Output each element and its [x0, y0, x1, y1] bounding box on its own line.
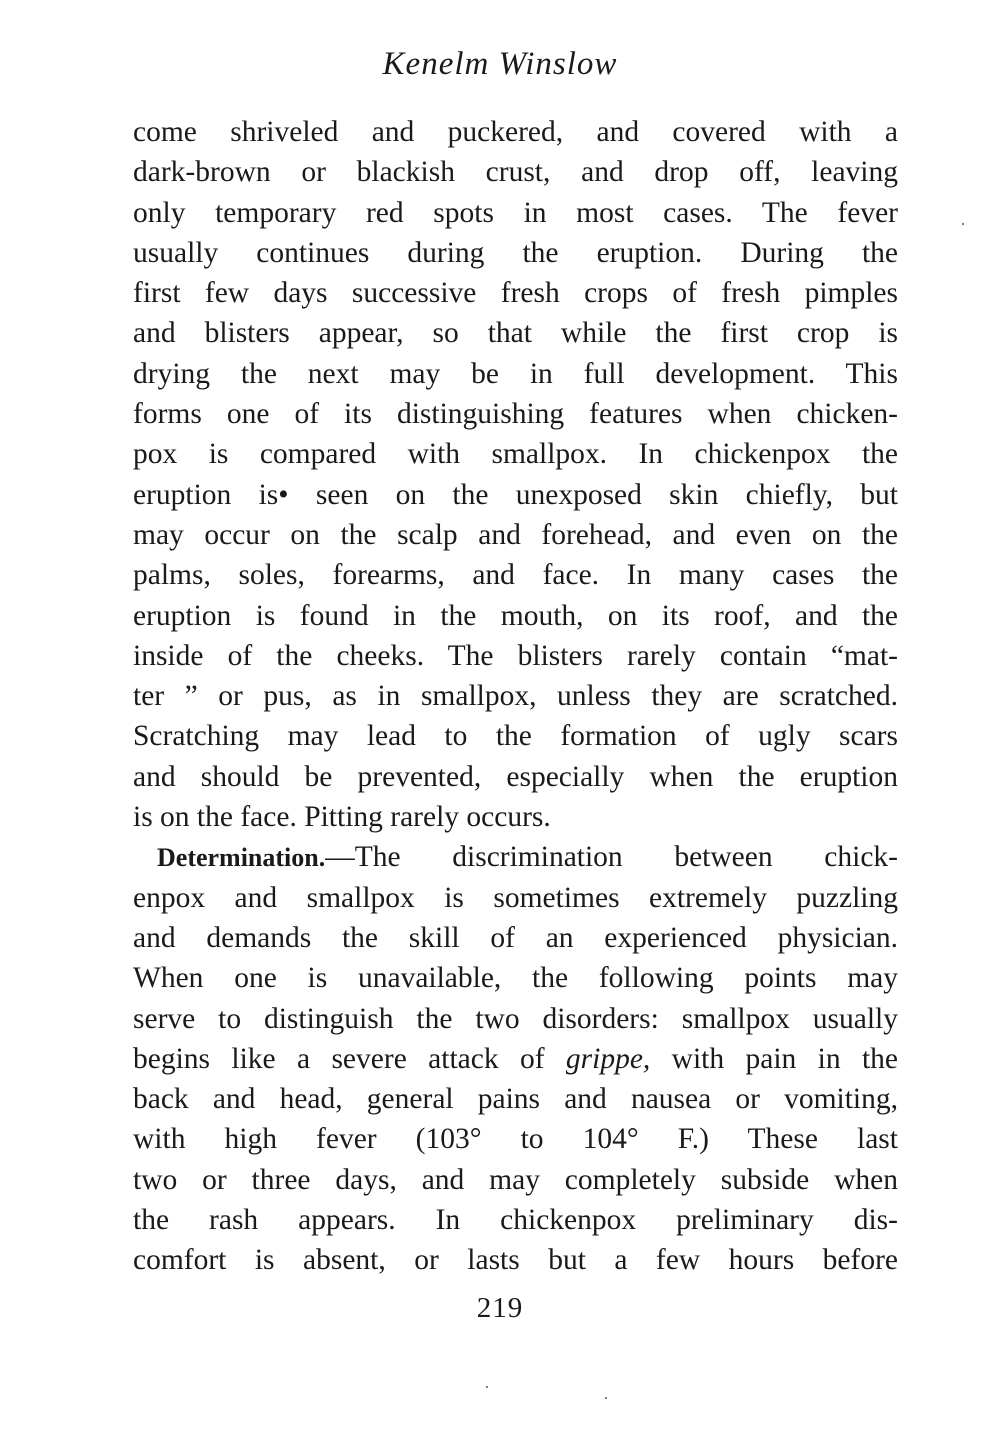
text-line: is on the face. Pitting rarely occurs.	[133, 801, 551, 834]
text-line: and blisters appear, so that while the first crop is	[133, 317, 898, 350]
text-line: enpox and smallpox is sometimes extremely puzzling	[133, 881, 898, 914]
text-line: two or three days, and may completely subside when	[133, 1163, 898, 1196]
text-line: Scratching may lead to the formation of ugly scars	[133, 720, 898, 753]
text-line: ter ” or pus, as in smallpox, unless they are scratched.	[133, 680, 898, 713]
text-line: only temporary red spots in most cases. The fever	[133, 196, 898, 229]
text-line: eruption is found in the mouth, on its roof, and the	[133, 599, 898, 632]
text-line: and should be prevented, especially when the eruption	[133, 760, 898, 793]
text-line: come shriveled and puckered, and covered with a	[133, 116, 898, 148]
text-line: When one is unavailable, the following points may	[133, 962, 898, 995]
text-line: serve to distinguish the two disorders: smallpox usually	[133, 1002, 898, 1035]
text-line: forms one of its distinguishing features when chicken-	[133, 398, 898, 431]
grippe-line-after: with pain in the	[650, 1042, 898, 1075]
scan-speck	[605, 1397, 607, 1399]
body-text	[133, 112, 898, 1281]
determination-first-line	[133, 837, 898, 877]
text-line: pox is compared with smallpox. In chickenpox the	[133, 438, 898, 471]
text-line: with high fever (103° to 104° F.) These last	[133, 1123, 898, 1156]
text-line: palms, soles, forearms, and face. In many cases the	[133, 559, 898, 592]
text-line: drying the next may be in full development. This	[133, 357, 898, 390]
scan-speck	[486, 1386, 488, 1388]
determination-first-line-text: —The discrimination between chick-	[325, 841, 898, 874]
page-number: 219	[476, 1292, 524, 1324]
text-line: inside of the cheeks. The blisters rarely contain “mat-	[133, 639, 898, 672]
grippe-line-before: begins like a severe attack of	[133, 1042, 566, 1075]
text-line: eruption is• seen on the unexposed skin chiefly, but	[133, 478, 898, 511]
grippe-line	[133, 1039, 898, 1079]
text-line: dark-brown or blackish crust, and drop off, leaving	[133, 156, 898, 189]
grippe-italic-word: grippe,	[565, 1042, 651, 1075]
text-line: back and head, general pains and nausea or vomiting,	[133, 1083, 898, 1116]
text-line: and demands the skill of an experienced physician.	[133, 921, 898, 954]
scan-speck	[962, 223, 964, 225]
text-line: usually continues during the eruption. During the	[133, 236, 898, 269]
determination-heading: Determination.	[157, 843, 326, 873]
text-line: the rash appears. In chickenpox preliminary dis-	[133, 1204, 898, 1237]
text-line: first few days successive fresh crops of fresh pimples	[133, 277, 898, 310]
text-line: may occur on the scalp and forehead, and even on the	[133, 518, 898, 551]
running-head-title: Kenelm Winslow	[382, 46, 618, 82]
text-line: comfort is absent, or lasts but a few hours before	[133, 1244, 898, 1277]
